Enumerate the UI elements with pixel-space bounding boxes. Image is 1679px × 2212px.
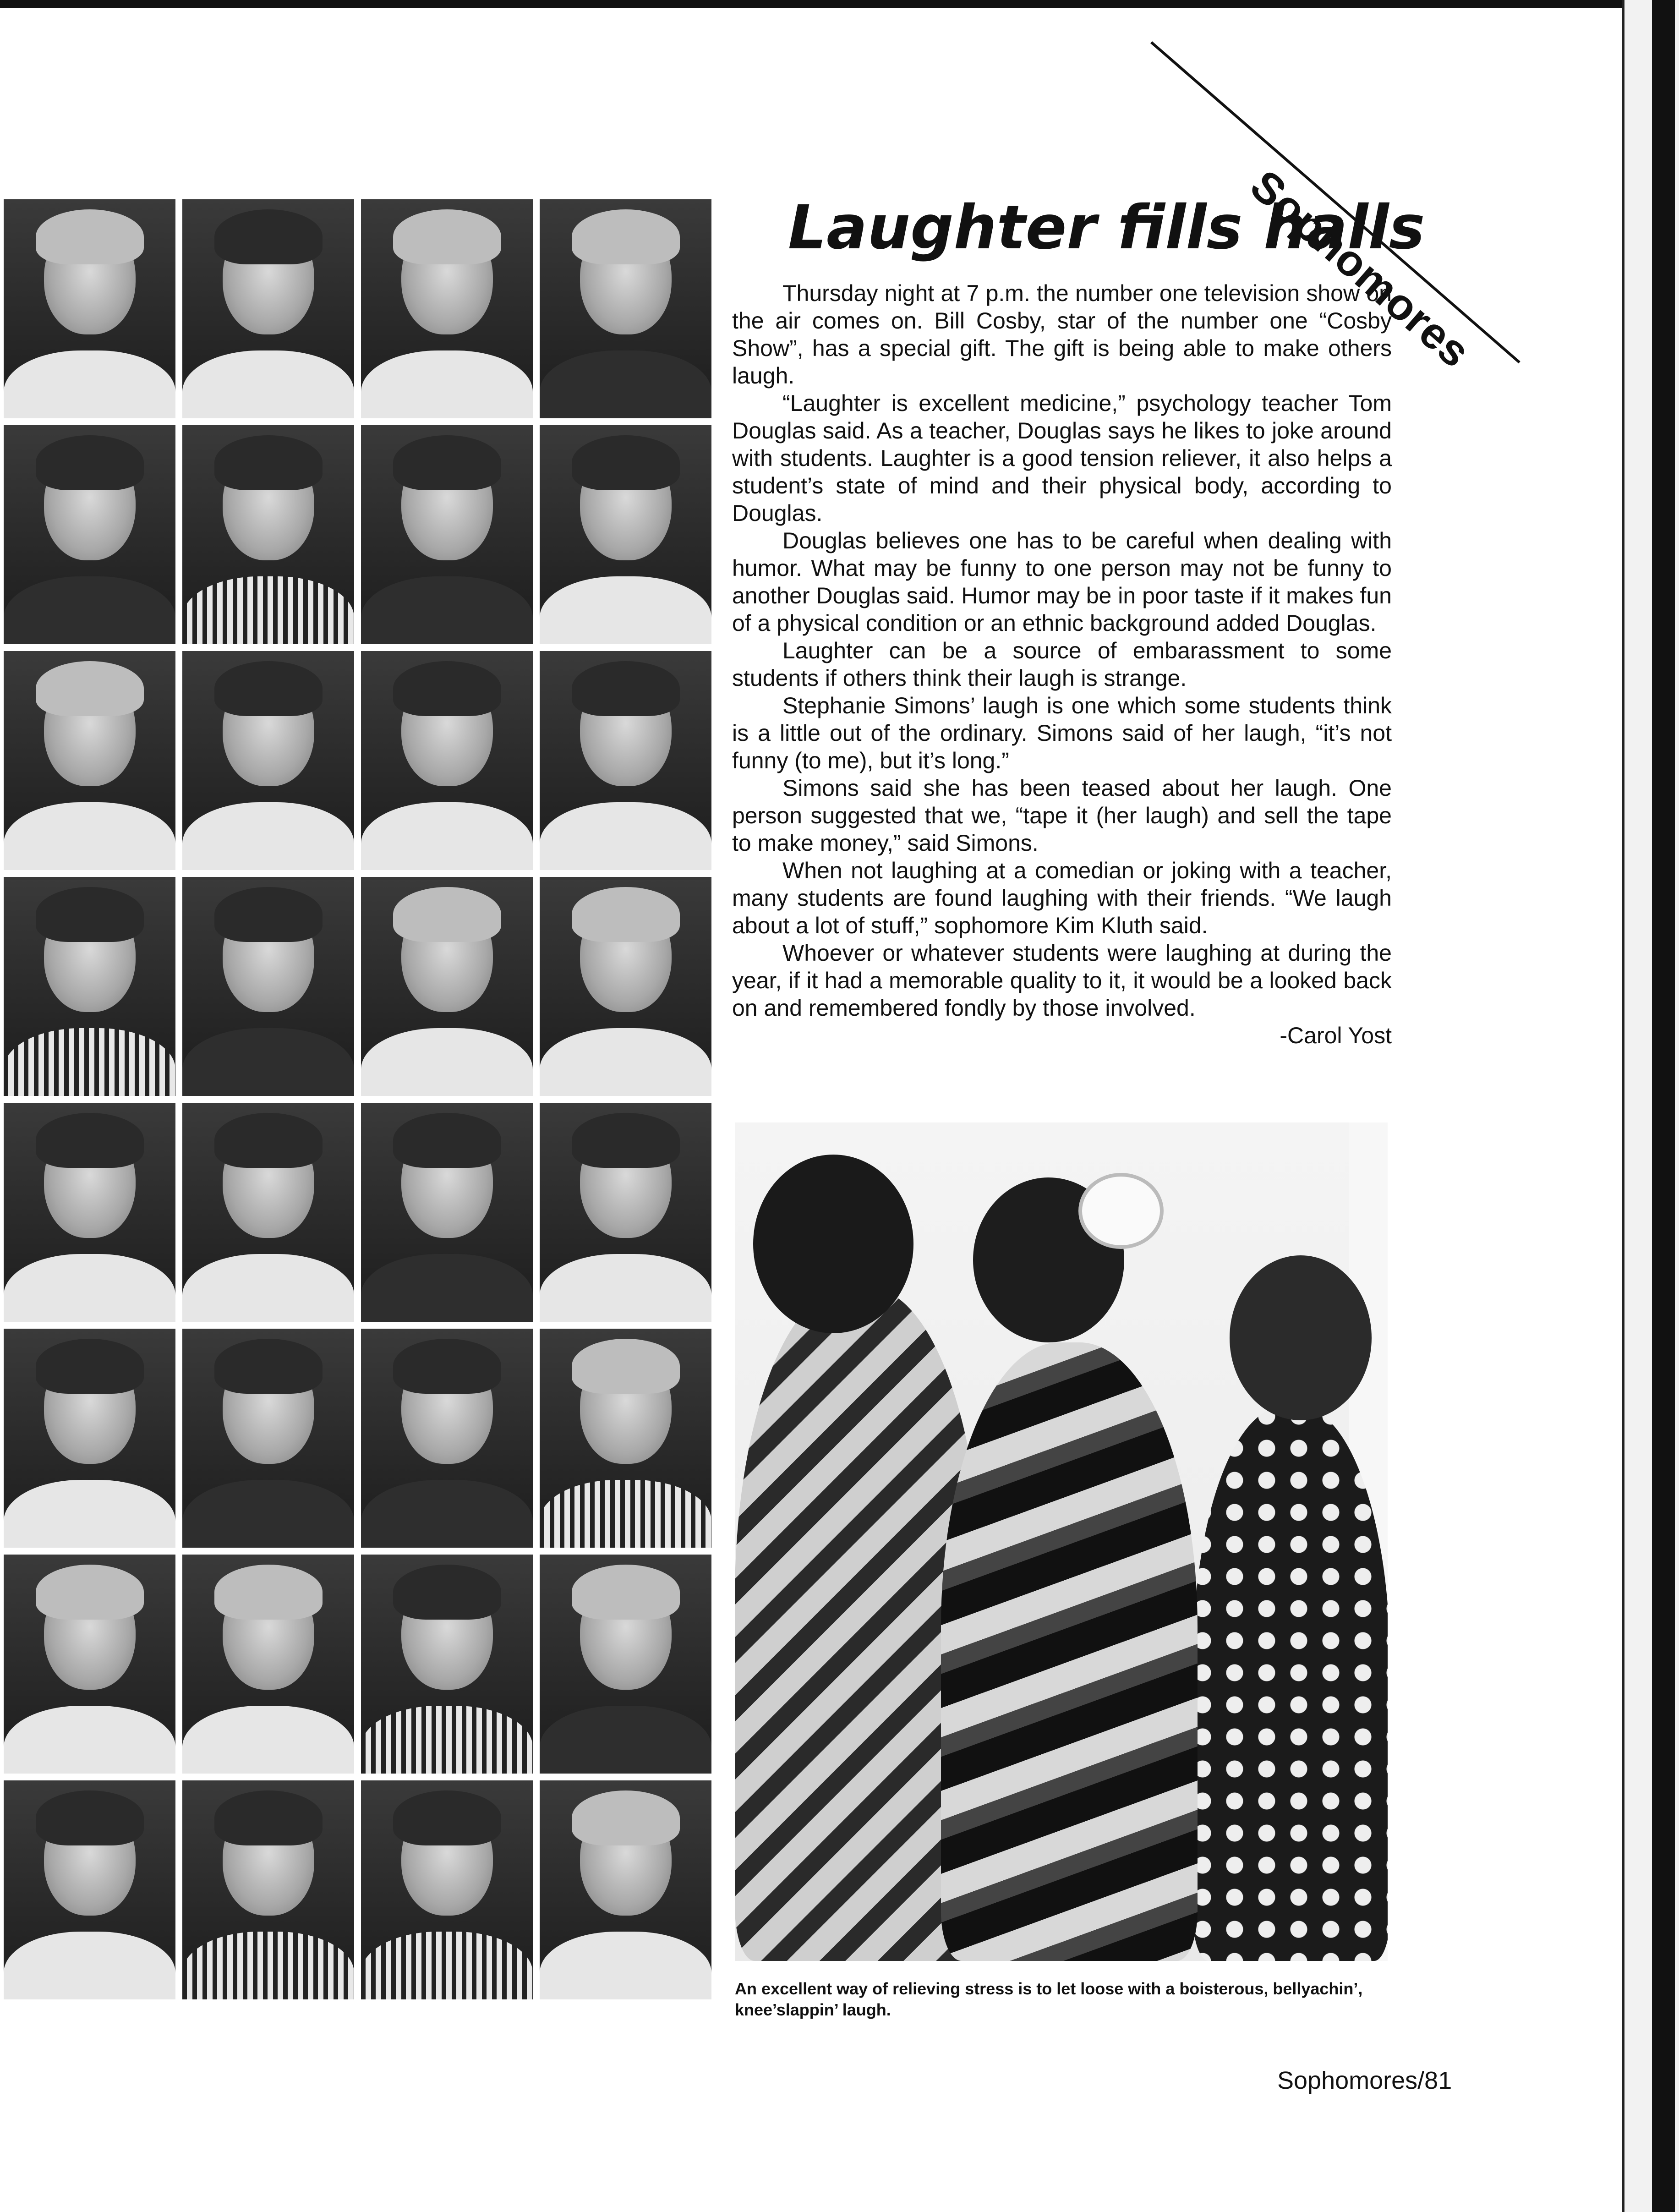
portrait-hair: [36, 887, 144, 942]
student-portrait: [540, 651, 711, 870]
student-portrait: [4, 1555, 175, 1774]
portrait-shoulders: [182, 1254, 354, 1322]
hair-flower: [1078, 1173, 1164, 1249]
student-portrait: [361, 425, 533, 644]
portrait-hair: [393, 209, 501, 264]
portrait-hair: [393, 435, 501, 490]
portrait-hair: [214, 1790, 323, 1845]
portrait-hair: [214, 435, 323, 490]
student-portrait: [182, 1780, 354, 1999]
student-portrait: [182, 1329, 354, 1548]
portrait-hair: [36, 209, 144, 264]
portrait-hair: [393, 661, 501, 716]
byline: -Carol Yost: [1280, 1023, 1392, 1048]
student-portrait: [540, 1555, 711, 1774]
student-portrait: [182, 1103, 354, 1322]
article-paragraph: Laughter can be a source of embarassment to some students if others think their laugh is strange.: [732, 638, 1392, 691]
portrait-shoulders: [182, 1028, 354, 1096]
top-border: [0, 0, 1679, 8]
portrait-shoulders: [4, 1254, 175, 1322]
portrait-shoulders: [540, 1254, 711, 1322]
portrait-hair: [214, 1565, 323, 1620]
portrait-hair: [36, 661, 144, 716]
portrait-hair: [393, 1790, 501, 1845]
spine-bar: [1652, 0, 1675, 2212]
portrait-shoulders: [540, 1932, 711, 1999]
article-paragraph: Simons said she has been teased about her laugh. One person suggested that we, “tape it (her laugh) and sell the tape to make money,” said Simons.: [732, 775, 1392, 856]
student-portrait: [540, 425, 711, 644]
portrait-hair: [36, 1790, 144, 1845]
group-photo: [735, 1122, 1388, 1961]
headline: Laughter fills halls: [788, 192, 1425, 263]
portrait-hair: [572, 661, 680, 716]
student-portrait: [540, 877, 711, 1096]
portrait-shoulders: [540, 350, 711, 418]
portrait-shoulders: [182, 350, 354, 418]
portrait-shoulders: [4, 1480, 175, 1548]
page-folio: Sophomores/81: [1277, 2067, 1452, 2094]
photo-figure-right: [1193, 1407, 1388, 1961]
student-portrait: [361, 1329, 533, 1548]
portrait-shoulders: [4, 1028, 175, 1096]
student-portrait: [361, 1780, 533, 1999]
portrait-shoulders: [182, 1932, 354, 1999]
student-portrait: [361, 199, 533, 418]
portrait-shoulders: [361, 350, 533, 418]
portrait-hair: [214, 209, 323, 264]
portrait-hair: [36, 1339, 144, 1394]
student-portrait: [4, 1103, 175, 1322]
portrait-shoulders: [4, 802, 175, 870]
portrait-hair: [36, 1113, 144, 1168]
portrait-hair: [214, 1113, 323, 1168]
portrait-hair: [214, 887, 323, 942]
portrait-shoulders: [182, 576, 354, 644]
portrait-shoulders: [4, 576, 175, 644]
article-paragraph: “Laughter is excellent medicine,” psychology teacher Tom Douglas said. As a teacher, Douglas says he likes to joke around with students. Laughter is a good tension reliever, it also helps a student’s state of mind and their physical body, according to Douglas.: [732, 390, 1392, 526]
portrait-hair: [36, 1565, 144, 1620]
portrait-shoulders: [540, 802, 711, 870]
portrait-shoulders: [4, 350, 175, 418]
portrait-hair: [572, 1790, 680, 1845]
portrait-shoulders: [540, 1706, 711, 1774]
portrait-shoulders: [361, 1028, 533, 1096]
student-portrait: [4, 199, 175, 418]
article-paragraph: Douglas believes one has to be careful when dealing with humor. What may be funny to one person may not be funny to another Douglas said. Humor may be in poor taste if it makes fun of a physical condition or an ethnic background added Douglas.: [732, 528, 1392, 636]
portrait-shoulders: [361, 1480, 533, 1548]
student-portrait: [361, 651, 533, 870]
portrait-hair: [572, 1113, 680, 1168]
student-portrait: [361, 1555, 533, 1774]
portrait-hair: [393, 1113, 501, 1168]
student-portrait: [361, 1103, 533, 1322]
student-portrait: [4, 877, 175, 1096]
student-portrait: [540, 1780, 711, 1999]
portrait-shoulders: [361, 1254, 533, 1322]
article-paragraph: Whoever or whatever students were laughing at during the year, if it had a memorable quality to it, it would be a looked back on and remembered fondly by those involved.: [732, 940, 1392, 1021]
portrait-shoulders: [361, 1932, 533, 1999]
student-portrait: [182, 651, 354, 870]
article-paragraph: Stephanie Simons’ laugh is one which some students think is a little out of the ordinary. Simons said of her laugh, “it’s not funny (to me), but it’s long.”: [732, 693, 1392, 773]
portrait-hair: [572, 435, 680, 490]
article-paragraph: Thursday night at 7 p.m. the number one television show on the air comes on. Bill Cosby, star of the number one “Cosby Show”, has a special gift. The gift is being able to make others laugh.: [732, 280, 1392, 389]
student-portrait: [182, 1555, 354, 1774]
student-portrait: [540, 199, 711, 418]
student-portrait: [4, 1329, 175, 1548]
binding-spine: [1622, 0, 1679, 2212]
portrait-hair: [393, 1565, 501, 1620]
student-portrait: [540, 1103, 711, 1322]
portrait-shoulders: [540, 1028, 711, 1096]
student-portrait: [4, 425, 175, 644]
portrait-hair: [393, 1339, 501, 1394]
photo-caption: An excellent way of relieving stress is to let loose with a boisterous, bellyachin’, knee’slappin’ laugh.: [735, 1979, 1363, 2019]
section-tab: Sophomores: [1241, 160, 1480, 378]
portrait-hair: [36, 435, 144, 490]
article-paragraph: When not laughing at a comedian or joking with a teacher, many students are found laughing with their friends. “We laugh about a lot of stuff,” sophomore Kim Kluth said.: [732, 858, 1392, 938]
portrait-shoulders: [182, 1706, 354, 1774]
photo-figure-center: [941, 1342, 1198, 1961]
portrait-hair: [214, 1339, 323, 1394]
student-portrait: [182, 199, 354, 418]
portrait-shoulders: [361, 576, 533, 644]
student-portrait: [4, 1780, 175, 1999]
article-body: [732, 279, 1392, 1049]
photo-head-left: [753, 1155, 913, 1333]
portrait-hair: [214, 661, 323, 716]
portrait-shoulders: [182, 1480, 354, 1548]
portrait-hair: [572, 1339, 680, 1394]
portrait-shoulders: [4, 1706, 175, 1774]
portrait-shoulders: [361, 1706, 533, 1774]
student-portrait: [361, 877, 533, 1096]
portrait-shoulders: [182, 802, 354, 870]
portrait-shoulders: [540, 1480, 711, 1548]
portrait-hair: [572, 887, 680, 942]
student-portrait: [182, 425, 354, 644]
portrait-hair: [393, 887, 501, 942]
portrait-shoulders: [540, 576, 711, 644]
student-portrait: [4, 651, 175, 870]
portrait-shoulders: [361, 802, 533, 870]
photo-head-right: [1230, 1255, 1372, 1420]
portrait-shoulders: [4, 1932, 175, 1999]
student-portrait: [540, 1329, 711, 1548]
student-portrait: [182, 877, 354, 1096]
portrait-hair: [572, 1565, 680, 1620]
portrait-hair: [572, 209, 680, 264]
